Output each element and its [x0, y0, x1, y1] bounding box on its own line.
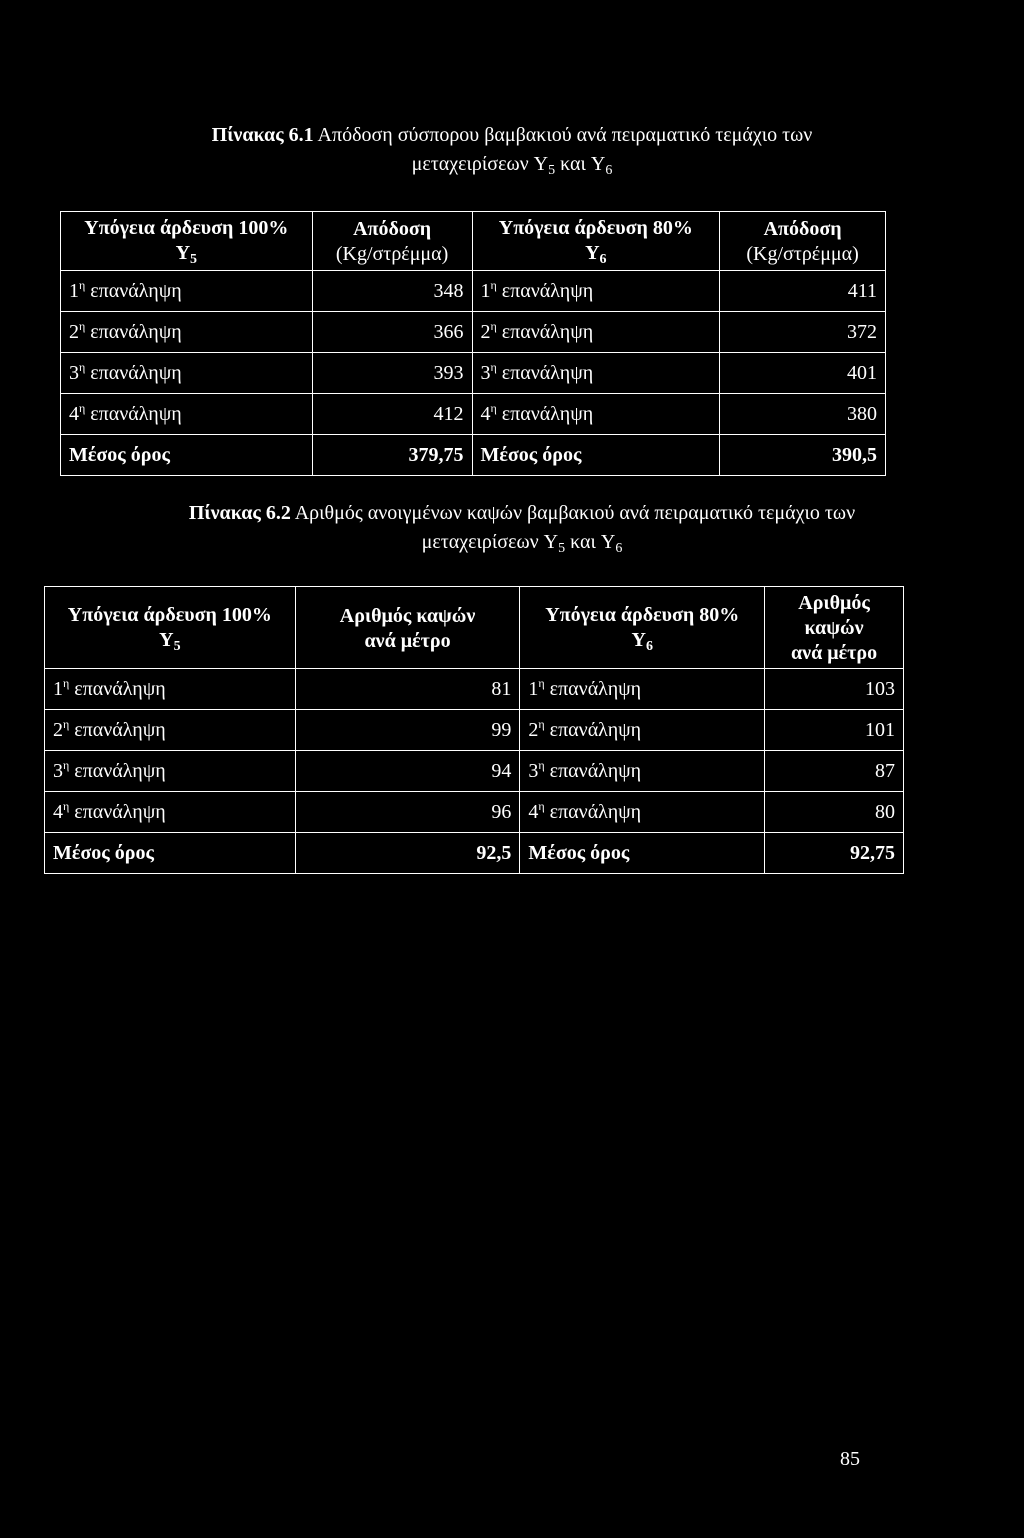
rep-label: επανάληψη — [496, 361, 594, 384]
table1-caption-label: Πίνακας 6.1 — [211, 124, 314, 146]
header-code-sub: 5 — [173, 638, 181, 654]
rep-cell — [472, 353, 720, 394]
rep-ordinal: η — [79, 359, 86, 374]
rep-ordinal: η — [538, 798, 545, 813]
bolls-table — [44, 586, 904, 874]
rep-label: επανάληψη — [69, 800, 166, 823]
header-irrigation-80-code — [481, 241, 712, 268]
mean-value: 92,5 — [295, 833, 520, 874]
yield-value: 348 — [312, 271, 472, 312]
rep-number: 3 — [53, 759, 63, 782]
header-irrigation-100-title: Υπόγεια άρδευση 100% — [67, 603, 272, 626]
header-code-sub: 6 — [599, 252, 607, 267]
bolls-value: 80 — [765, 792, 904, 833]
rep-cell — [520, 751, 765, 792]
rep-ordinal: η — [538, 675, 545, 690]
rep-cell — [472, 312, 720, 353]
table2-caption-and: και Y — [565, 531, 616, 553]
rep-number: 2 — [53, 718, 63, 741]
rep-number: 4 — [528, 800, 539, 823]
table-row — [45, 669, 904, 710]
rep-label: επανάληψη — [544, 759, 642, 782]
mean-value: 92,75 — [765, 833, 904, 874]
mean-value: 390,5 — [720, 435, 886, 476]
rep-cell — [61, 312, 313, 353]
rep-ordinal: η — [79, 277, 86, 292]
rep-number: 4 — [53, 800, 63, 823]
header-irrigation-100-title: Υπόγεια άρδευση 100% — [84, 217, 289, 239]
rep-ordinal: η — [79, 318, 86, 333]
rep-number: 1 — [69, 279, 79, 302]
rep-label: επανάληψη — [544, 800, 642, 823]
rep-label: επανάληψη — [496, 402, 594, 425]
rep-ordinal: η — [63, 675, 70, 690]
rep-number: 2 — [69, 320, 79, 343]
header-code-letter: Y — [159, 628, 174, 651]
table2-caption-text: Αριθμός ανοιγμένων καψών βαμβακιού ανά πειραματικό τεμάχιο των — [290, 502, 856, 524]
table-header-row — [61, 212, 886, 271]
rep-cell — [45, 792, 296, 833]
table-row — [61, 353, 886, 394]
rep-label: επανάληψη — [69, 677, 166, 700]
mean-value: 379,75 — [312, 435, 472, 476]
header-yield-1 — [312, 212, 472, 271]
header-bolls-1 — [295, 587, 520, 669]
rep-ordinal: η — [63, 716, 70, 731]
mean-label: Μέσος όρος — [520, 833, 765, 874]
header-yield-1-unit: (Kg/στρέμμα) — [335, 243, 449, 265]
yield-table — [60, 211, 886, 476]
table2-caption-treatments: μεταχειρίσεων Y — [421, 531, 559, 553]
mean-label: Μέσος όρος — [45, 833, 296, 874]
header-irrigation-80 — [472, 212, 720, 271]
header-bolls-2 — [765, 587, 904, 669]
header-yield-1-title: Απόδοση — [353, 218, 432, 240]
header-irrigation-100-code — [53, 628, 287, 655]
header-code-letter: Y — [631, 628, 646, 651]
yield-value: 372 — [720, 312, 886, 353]
rep-number: 3 — [528, 759, 539, 782]
rep-ordinal: η — [538, 757, 545, 772]
bolls-value: 99 — [295, 710, 520, 751]
table-row — [61, 271, 886, 312]
rep-cell — [472, 394, 720, 435]
bolls-value: 87 — [765, 751, 904, 792]
table1-caption-treatments: μεταχειρίσεων Y — [411, 153, 549, 175]
header-bolls-2-title: Αριθμός καψών — [798, 592, 870, 639]
header-code-letter: Y — [585, 242, 600, 264]
rep-label: επανάληψη — [544, 718, 642, 741]
header-irrigation-80-title: Υπόγεια άρδευση 80% — [545, 603, 740, 626]
rep-number: 1 — [53, 677, 63, 700]
rep-label: επανάληψη — [496, 279, 594, 302]
rep-cell — [61, 353, 313, 394]
rep-number: 1 — [528, 677, 539, 700]
rep-ordinal: η — [490, 359, 497, 374]
bolls-value: 103 — [765, 669, 904, 710]
yield-value: 393 — [312, 353, 472, 394]
table2-caption — [0, 499, 1024, 559]
rep-cell — [472, 271, 720, 312]
rep-ordinal: η — [538, 716, 545, 731]
bolls-value: 81 — [295, 669, 520, 710]
table2-caption-sub2: 6 — [615, 541, 623, 556]
table1-caption-line2 — [0, 150, 1024, 181]
header-irrigation-100 — [61, 212, 313, 271]
table1-caption — [0, 121, 1024, 181]
rep-number: 4 — [480, 402, 491, 425]
table-row — [45, 710, 904, 751]
table1-caption-line1 — [0, 121, 1024, 150]
rep-ordinal: η — [63, 798, 70, 813]
rep-label: επανάληψη — [496, 320, 594, 343]
yield-value: 401 — [720, 353, 886, 394]
table-row — [45, 751, 904, 792]
header-bolls-2-unit: ανά μέτρο — [791, 642, 878, 664]
header-irrigation-80-code — [528, 628, 756, 655]
header-code-sub: 5 — [190, 252, 198, 267]
rep-number: 1 — [480, 279, 491, 302]
header-irrigation-80 — [520, 587, 765, 669]
header-irrigation-100-code — [69, 241, 304, 268]
rep-number: 3 — [480, 361, 491, 384]
rep-ordinal: η — [63, 757, 70, 772]
rep-cell — [61, 394, 313, 435]
header-yield-2-title: Απόδοση — [763, 218, 842, 240]
mean-row — [45, 833, 904, 874]
table-header-row — [45, 587, 904, 669]
rep-cell — [45, 751, 296, 792]
yield-value: 380 — [720, 394, 886, 435]
page-number: 85 — [840, 1448, 860, 1470]
rep-label: επανάληψη — [544, 677, 642, 700]
rep-label: επανάληψη — [85, 320, 182, 343]
rep-ordinal: η — [490, 277, 497, 292]
rep-label: επανάληψη — [85, 361, 182, 384]
header-yield-2-unit: (Kg/στρέμμα) — [746, 243, 859, 265]
rep-cell — [45, 669, 296, 710]
rep-number: 2 — [480, 320, 491, 343]
rep-label: επανάληψη — [85, 402, 182, 425]
table2-caption-sub1: 5 — [558, 541, 566, 556]
rep-number: 4 — [69, 402, 79, 425]
yield-value: 411 — [720, 271, 886, 312]
rep-number: 3 — [69, 361, 79, 384]
rep-cell — [61, 271, 313, 312]
rep-number: 2 — [528, 718, 539, 741]
rep-ordinal: η — [490, 400, 497, 415]
header-irrigation-80-title: Υπόγεια άρδευση 80% — [498, 217, 693, 239]
rep-cell — [520, 792, 765, 833]
bolls-value: 94 — [295, 751, 520, 792]
rep-cell — [520, 710, 765, 751]
table1-caption-sub1: 5 — [548, 163, 556, 178]
rep-ordinal: η — [490, 318, 497, 333]
table-row — [61, 312, 886, 353]
header-yield-2 — [720, 212, 886, 271]
rep-cell — [520, 669, 765, 710]
table2-caption-line1 — [20, 499, 1024, 528]
bolls-value: 96 — [295, 792, 520, 833]
table-row — [61, 394, 886, 435]
table1-caption-text: Απόδοση σύσπορου βαμβακιού ανά πειραματικό τεμάχιο των — [313, 124, 813, 146]
mean-label: Μέσος όρος — [472, 435, 720, 476]
header-bolls-1-title: Αριθμός καψών — [339, 604, 476, 627]
yield-value: 412 — [312, 394, 472, 435]
rep-ordinal: η — [79, 400, 86, 415]
header-irrigation-100 — [45, 587, 296, 669]
rep-label: επανάληψη — [69, 718, 166, 741]
mean-label: Μέσος όρος — [61, 435, 313, 476]
header-bolls-1-unit: ανά μέτρο — [364, 629, 451, 652]
mean-row — [61, 435, 886, 476]
table-row — [45, 792, 904, 833]
table2-caption-line2 — [20, 528, 1024, 559]
rep-label: επανάληψη — [85, 279, 182, 302]
header-code-sub: 6 — [645, 638, 653, 654]
table1-caption-and: και Y — [555, 153, 606, 175]
yield-value: 366 — [312, 312, 472, 353]
table1-caption-sub2: 6 — [605, 163, 613, 178]
rep-cell — [45, 710, 296, 751]
header-code-letter: Y — [175, 242, 191, 264]
bolls-value: 101 — [765, 710, 904, 751]
table2-caption-label: Πίνακας 6.2 — [188, 502, 291, 524]
rep-label: επανάληψη — [69, 759, 166, 782]
